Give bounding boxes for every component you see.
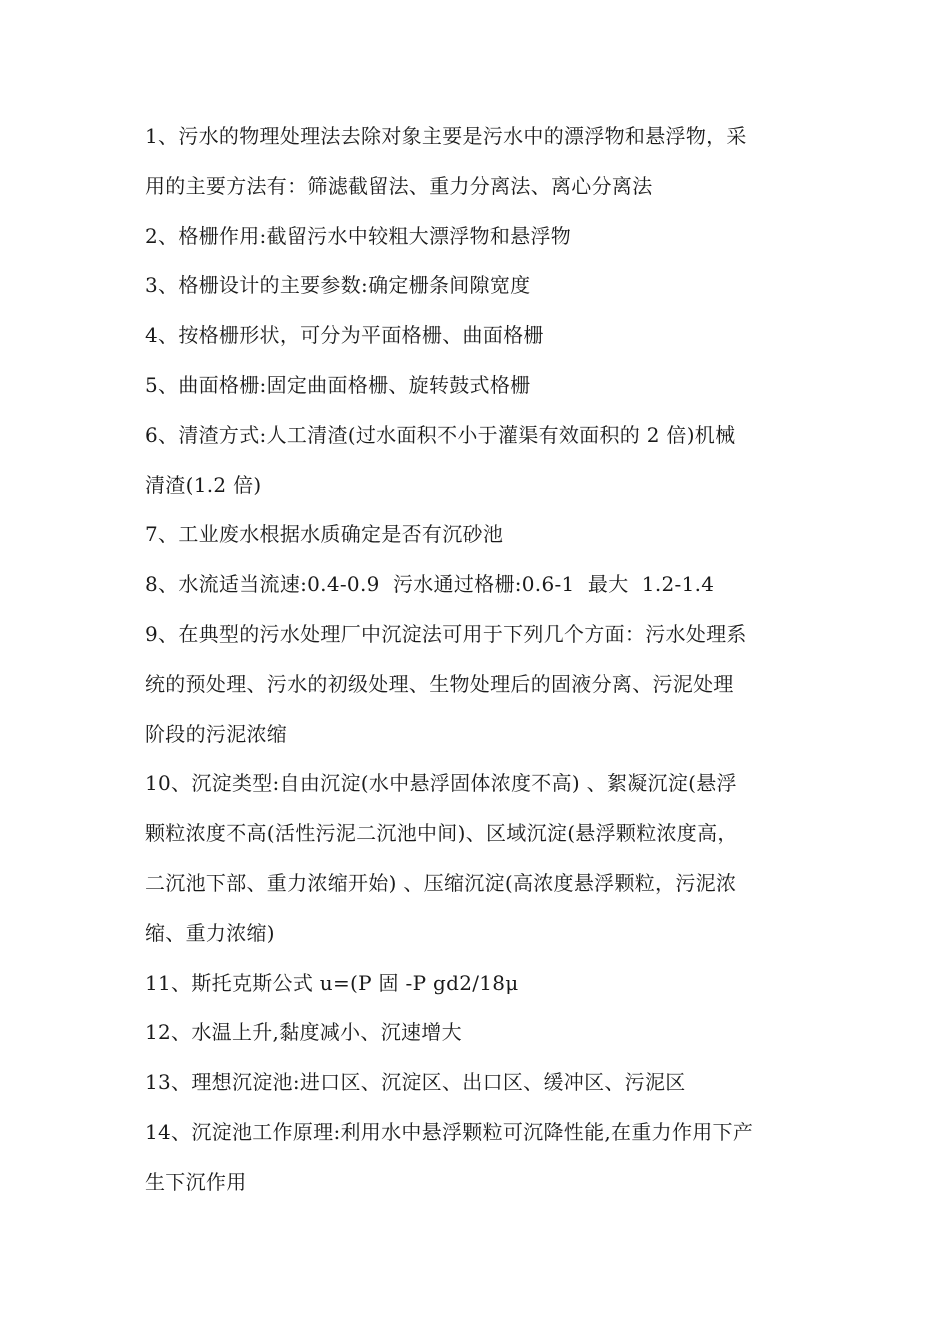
text-line: 用的主要方法有：筛滤截留法、重力分离法、离心分离法 (145, 173, 653, 198)
text-line: 统的预处理、污水的初级处理、生物处理后的固液分离、污泥处理 (145, 671, 734, 696)
text-line: 清渣(1.2 倍) (145, 472, 262, 497)
text-line: 7、工业废水根据水质确定是否有沉砂池 (145, 522, 504, 547)
text-line: 9、在典型的污水处理厂中沉淀法可用于下列几个方面：污水处理系 (145, 621, 747, 646)
text-line: 14、沉淀池工作原理:利用水中悬浮颗粒可沉降性能,在重力作用下产 (145, 1119, 754, 1144)
text-line: 12、水温上升,黏度减小、沉速增大 (145, 1020, 462, 1045)
text-line: 阶段的污泥浓缩 (145, 721, 288, 746)
text-line: 6、清渣方式:人工清渣(过水面积不小于灌渠有效面积的 2 倍)机械 (145, 422, 736, 447)
text-line: 10、沉淀类型:自由沉淀(水中悬浮固体浓度不高) 、絮凝沉淀(悬浮 (145, 771, 737, 796)
text-line: 二沉池下部、重力浓缩开始) 、压缩沉淀(高浓度悬浮颗粒，污泥浓 (145, 870, 737, 895)
text-line: 13、理想沉淀池:进口区、沉淀区、出口区、缓冲区、污泥区 (145, 1070, 686, 1095)
text-line: 8、水流适当流速:0.4-0.9 污水通过格栅:0.6-1 最大 1.2-1.4 (145, 572, 715, 597)
text-line: 颗粒浓度不高(活性污泥二沉池中间)、区域沉淀(悬浮颗粒浓度高， (145, 821, 738, 846)
document-body (145, 112, 815, 1208)
text-line: 5、曲面格栅:固定曲面格栅、旋转鼓式格栅 (145, 372, 531, 397)
text-line: 缩、重力浓缩) (145, 920, 275, 945)
text-line: 2、格栅作用:截留污水中较粗大漂浮物和悬浮物 (145, 223, 572, 248)
text-line: 3、格栅设计的主要参数:确定栅条间隙宽度 (145, 273, 531, 298)
text-line: 11、斯托克斯公式 u=(P 固 -P gd2/18μ (145, 970, 519, 995)
text-line: 生下沉作用 (145, 1169, 247, 1194)
text-line: 1、污水的物理处理法去除对象主要是污水中的漂浮物和悬浮物，采 (145, 124, 747, 148)
text-line: 4、按格栅形状，可分为平面格栅、曲面格栅 (145, 323, 544, 348)
